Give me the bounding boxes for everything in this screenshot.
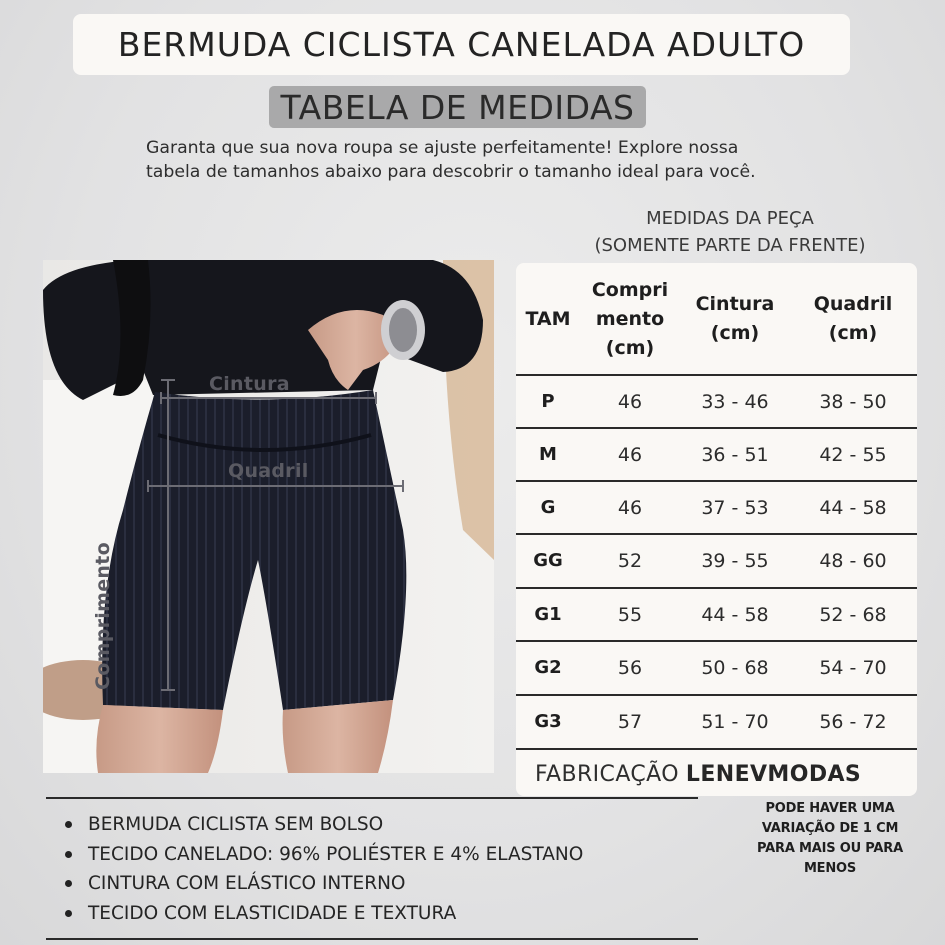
list-item: TECIDO COM ELASTICIDADE E TEXTURA [62,899,583,929]
product-photo [43,260,494,773]
cell-cintura: 36 - 51 [701,443,769,466]
intro-text: Garanta que sua nova roupa se ajuste perfeitamente! Explore nossa tabela de tamanhos abaixo para descobrir o tamanho ideal para você. [146,138,756,182]
cell-quadril: 56 - 72 [819,710,887,733]
cell-quadril: 52 - 68 [819,603,887,626]
list-item: BERMUDA CICLISTA SEM BOLSO [62,810,583,840]
header-comprimento [580,263,680,375]
cell-size: G1 [534,604,562,625]
table-row [516,533,917,586]
table-row [516,480,917,533]
cell-comprimento: 57 [617,710,643,733]
table-row [516,640,917,693]
list-item: CINTURA COM ELÁSTICO INTERNO [62,869,583,899]
list-item: TECIDO CANELADO: 96% POLIÉSTER E 4% ELASTANO [62,840,583,870]
features-bottom-divider [46,938,698,940]
cell-comprimento: 46 [617,390,643,413]
table-bottom-rule [516,748,917,750]
length-label: Comprimento [92,542,114,690]
header-cintura-line2: (cm) [710,322,760,344]
cell-size: GG [533,550,563,571]
header-cintura [680,263,790,375]
features-top-divider [46,797,698,799]
cell-size: P [541,391,555,412]
header-quadril-line2: (cm) [828,322,878,344]
cell-quadril: 54 - 70 [819,656,887,679]
piece-measure-note [540,205,920,259]
cell-size: G3 [534,711,562,732]
brand-name: LENEVMODAS [685,761,862,787]
cell-quadril: 48 - 60 [819,549,887,572]
cell-cintura: 37 - 53 [701,496,769,519]
cell-comprimento: 55 [617,603,643,626]
cell-comprimento: 46 [617,496,643,519]
table-row [516,427,917,480]
variation-line1: PODE HAVER UMA [765,801,895,816]
cell-comprimento: 52 [617,549,643,572]
cell-size: G2 [534,657,562,678]
table-row [516,587,917,640]
fabrication-label: FABRICAÇÃO [535,761,679,787]
hip-label: Quadril [228,460,309,482]
header-size: TAM [525,307,571,330]
cell-quadril: 44 - 58 [819,496,887,519]
header-quadril [790,263,916,375]
table-row [516,694,917,747]
header-comprimento-line2: mento [595,307,665,330]
header-quadril-line1: Quadril [813,293,893,315]
cell-quadril: 42 - 55 [819,443,887,466]
page-title: BERMUDA CICLISTA CANELADA ADULTO [73,14,850,75]
cell-comprimento: 46 [617,443,643,466]
variation-line3: PARA MAIS OU PARA [757,841,903,856]
header-comprimento-line1: Compri [591,278,669,301]
cell-size: G [540,497,556,518]
piece-note-line1: MEDIDAS DA PEÇA [646,208,814,229]
cell-size: M [539,444,557,465]
variation-note [735,799,925,879]
size-chart-heading: TABELA DE MEDIDAS [269,86,646,128]
cell-cintura: 50 - 68 [701,656,769,679]
cell-cintura: 44 - 58 [701,603,769,626]
table-header [516,263,917,375]
cell-quadril: 38 - 50 [819,390,887,413]
piece-note-line2: (SOMENTE PARTE DA FRENTE) [594,235,866,256]
waist-label: Cintura [209,373,290,395]
header-comprimento-line3: (cm) [605,336,655,359]
variation-line2: VARIAÇÃO DE 1 CM [761,821,899,836]
table-row [516,374,917,427]
size-table [516,263,917,796]
fabrication-credit [535,757,861,791]
cell-cintura: 39 - 55 [701,549,769,572]
cell-cintura: 33 - 46 [701,390,769,413]
cell-comprimento: 56 [617,656,643,679]
variation-line4: MENOS [803,861,857,876]
feature-list [62,810,583,928]
product-photo-illustration [43,260,494,773]
cell-cintura: 51 - 70 [701,710,769,733]
header-cintura-line1: Cintura [695,293,775,315]
